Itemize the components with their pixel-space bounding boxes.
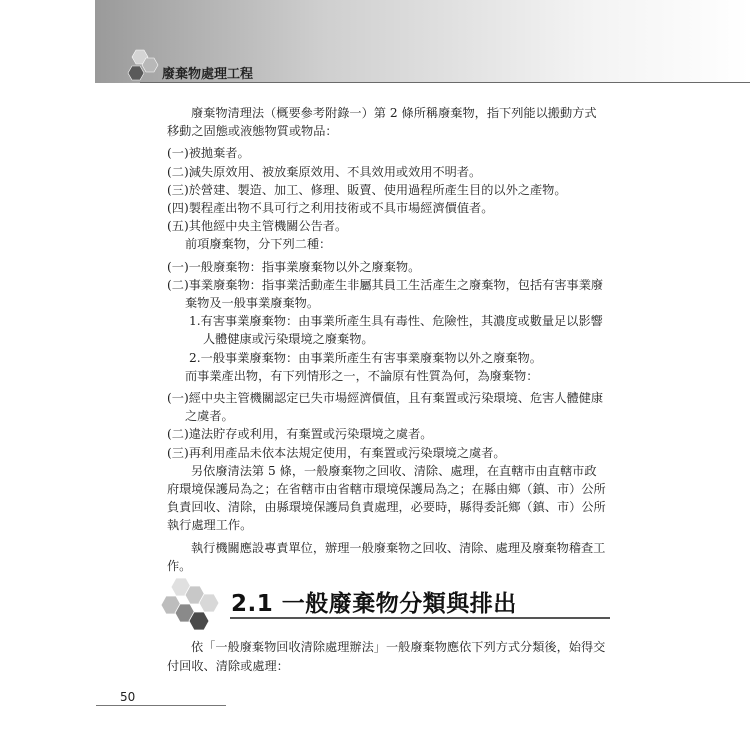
section-paragraph: 依「一般廢棄物回收清除處理辦法」一般廢棄物應依下列方式分類後，始得交付回收、清除或處理： bbox=[167, 640, 606, 673]
section-title: 2.1 一般廢棄物分類與排出 bbox=[231, 591, 517, 617]
section-divider bbox=[230, 617, 610, 619]
header-divider bbox=[140, 82, 750, 83]
section-body bbox=[167, 638, 607, 675]
definition-item: (四)製程產出物不具可行之利用技術或不具市場經濟價值者。 bbox=[167, 201, 494, 216]
definition-item: (三)於營建、製造、加工、修理、販賣、使用過程所產生目的以外之產物。 bbox=[167, 182, 567, 197]
paragraph-intro: 廢棄物清理法（概要參考附錄一）第 2 條所稱廢棄物，指下列能以搬動方式移動之固態或液態物質或物品： bbox=[167, 106, 597, 139]
footer-divider bbox=[96, 705, 226, 706]
hexagon-logo-icon bbox=[126, 48, 160, 84]
type-subitem: 1.有害事業廢棄物：由事業所產生具有毒性、危險性，其濃度或數量足以影響人體健康或污染環境之廢棄物。 bbox=[189, 314, 603, 347]
definition-item: (五)其他經中央主管機關公告者。 bbox=[167, 219, 348, 234]
page-number: 50 bbox=[120, 690, 136, 704]
output-item: (二)違法貯存或利用，有棄置或污染環境之虞者。 bbox=[167, 427, 433, 442]
paragraph-types: 前項廢棄物，分下列二種： bbox=[185, 237, 332, 252]
output-item: (三)再利用產品未依本法規定使用，有棄置或污染環境之虞者。 bbox=[167, 445, 506, 460]
definition-item: (二)減失原效用、被放棄原效用、不具效用或效用不明者。 bbox=[167, 164, 482, 179]
type-item: (一)一般廢棄物：指事業廢棄物以外之廢棄物。 bbox=[167, 259, 421, 274]
paragraph-exec: 執行機關應設專責單位，辦理一般廢棄物之回收、清除、處理及廢棄物稽查工作。 bbox=[167, 540, 606, 573]
hexagon-cluster-icon bbox=[160, 575, 228, 633]
chapter-title: 廢棄物處理工程 bbox=[162, 67, 254, 82]
type-subitem: 2.一般事業廢棄物：由事業所產生有害事業廢棄物以外之廢棄物。 bbox=[189, 350, 542, 365]
definition-item: (一)被拋棄者。 bbox=[167, 146, 250, 161]
paragraph-output: 而事業產出物，有下列情形之一，不論原有性質為何，為廢棄物： bbox=[185, 368, 539, 383]
type-item: (二)事業廢棄物：指事業活動產生非屬其員工生活產生之廢棄物，包括有害事業廢棄物及一般事業廢棄物。 bbox=[167, 277, 604, 311]
output-item: (一)經中央主管機關認定已失市場經濟價值，且有棄置或污染環境、危害人體健康之虞者。 bbox=[167, 391, 604, 424]
body-text bbox=[167, 104, 607, 575]
paragraph-law5: 另依廢清法第 5 條，一般廢棄物之回收、清除、處理，在直轄市由直轄市政府環境保護局為之；在省轄市由省轄市環境保護局為之；在縣由鄉（鎮、市）公所負責回收、清除，由縣環境保護局負責處理，必要時，縣得委託鄉（鎮、市）公所執行處理工作。 bbox=[167, 463, 606, 533]
